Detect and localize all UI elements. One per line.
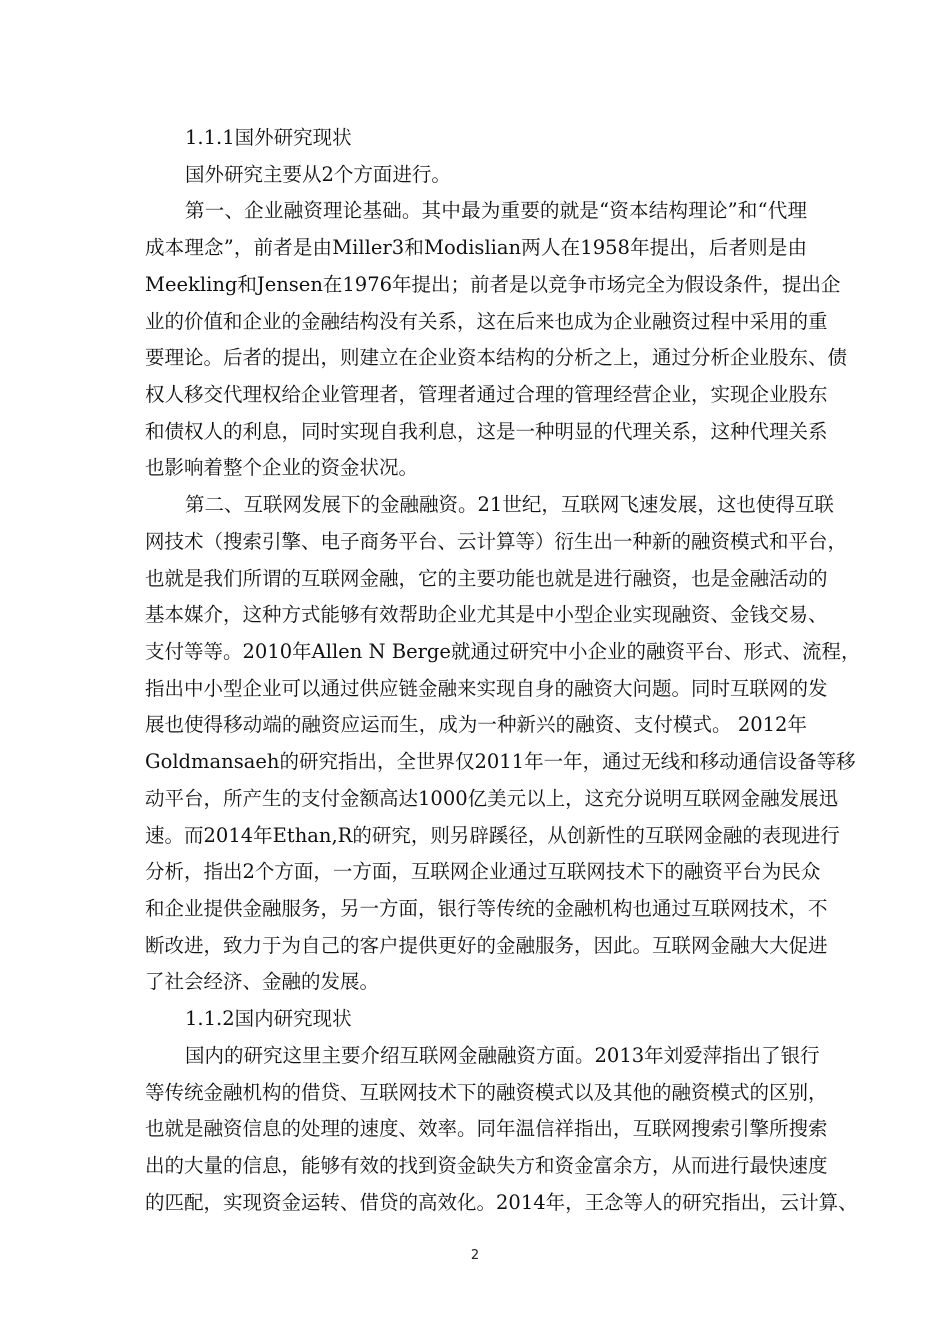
paragraph-line: 和债权人的利息，同时实现自我利息，这是一种明显的代理关系，这种代理关系 [145, 420, 828, 443]
paragraph-line: 成本理念”，前者是由Miller3和Modislian两人在1958年提出，后者则是由 [145, 236, 807, 259]
paragraph-line: 国外研究主要从2个方面进行。 [185, 163, 451, 186]
paragraph-line: 支付等等。2010年Allen N Berge就通过研究中小企业的融资平台、形式、流程， [145, 640, 861, 663]
paragraph-line: 网技术（搜索引擎、电子商务平台、云计算等）衍生出一种新的融资模式和平台， [145, 530, 848, 553]
paragraph-line: 也就是融资信息的处理的速度、效率。同年温信祥指出，互联网搜索引擎所搜索 [145, 1117, 828, 1140]
paragraph-line: 也影响着整个企业的资金状况。 [145, 456, 419, 479]
page-number: 2 [470, 1248, 480, 1263]
paragraph-line: 业的价值和企业的金融结构没有关系，这在后来也成为企业融资过程中采用的重 [145, 310, 828, 333]
paragraph-line: Meekling和Jensen在1976年提出；前者是以竞争市场完全为假设条件，提出企 [145, 273, 841, 296]
paragraph-line: 展也使得移动端的融资应运而生，成为一种新兴的融资、支付模式。 2012年 [145, 713, 807, 736]
paragraph-line: 动平台，所产生的支付金额高达1000亿美元以上，这充分说明互联网金融发展迅 [145, 787, 839, 810]
paragraph-line: 要理论。后者的提出，则建立在企业资本结构的分析之上，通过分析企业股东、债 [145, 346, 848, 369]
paragraph-line: 的匹配，实现资金运转、借贷的高效化。2014年，王念等人的研究指出，云计算、 [145, 1191, 858, 1214]
paragraph-line: 也就是我们所谓的互联网金融，它的主要功能也就是进行融资，也是金融活动的 [145, 567, 828, 590]
paragraph-line: 了社会经济、金融的发展。 [145, 970, 380, 993]
paragraph-line: 第一、企业融资理论基础。其中最为重要的就是“资本结构理论”和“代理 [185, 199, 807, 222]
paragraph-line: 权人移交代理权给企业管理者，管理者通过合理的管理经营企业，实现企业股东 [145, 383, 828, 406]
paragraph-line: 分析，指出2个方面，一方面，互联网企业通过互联网技术下的融资平台为民众 [145, 860, 821, 883]
paragraph-line: 等传统金融机构的借贷、互联网技术下的融资模式以及其他的融资模式的区别， [145, 1081, 828, 1104]
heading-foreign-research: 1.1.1国外研究现状 [185, 126, 352, 149]
paragraph-line: 第二、互联网发展下的金融融资。21世纪，互联网飞速发展，这也使得互联 [185, 493, 834, 516]
paragraph-line: 指出中小型企业可以通过供应链金融来实现自身的融资大问题。同时互联网的发 [145, 677, 828, 700]
paragraph-line: 出的大量的信息，能够有效的找到资金缺失方和资金富余方，从而进行最快速度 [145, 1154, 828, 1177]
heading-domestic-research: 1.1.2国内研究现状 [185, 1007, 352, 1030]
paragraph-line: 基本媒介，这种方式能够有效帮助企业尤其是中小型企业实现融资、金钱交易、 [145, 603, 828, 626]
paragraph-line: 断改进，致力于为自己的客户提供更好的金融服务，因此。互联网金融大大促进 [145, 934, 828, 957]
paragraph-line: 速。而2014年Ethan,R的研究，则另辟蹊径，从创新性的互联网金融的表现进行 [145, 824, 840, 847]
paragraph-line: Goldmansaeh的研究指出，全世界仅2011年一年，通过无线和移动通信设备等移 [145, 750, 856, 773]
paragraph-line: 国内的研究这里主要介绍互联网金融融资方面。2013年刘爱萍指出了银行 [185, 1044, 820, 1067]
paragraph-line: 和企业提供金融服务，另一方面，银行等传统的金融机构也通过互联网技术，不 [145, 897, 828, 920]
